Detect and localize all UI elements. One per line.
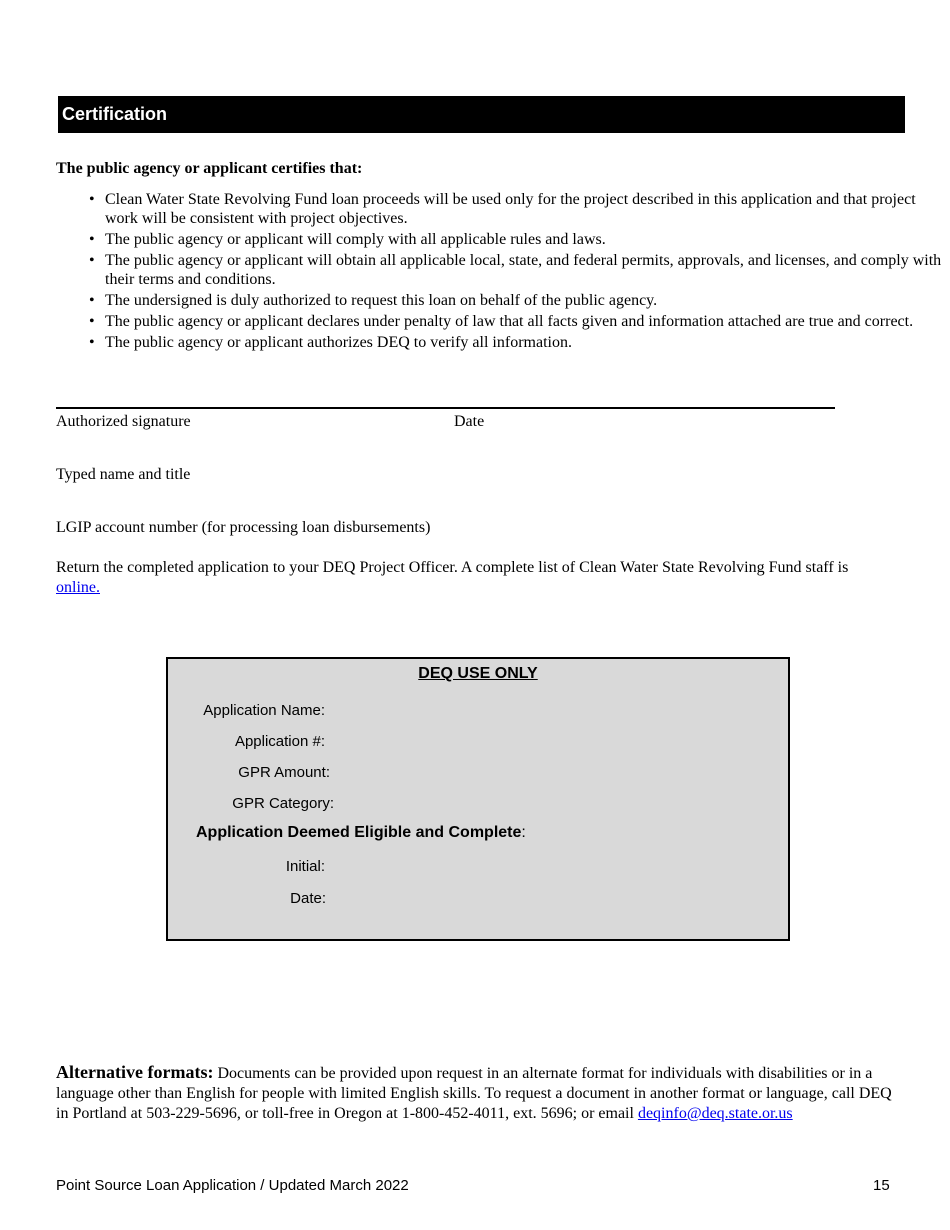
eligible-colon: : [521,824,526,841]
lgip-account-label: LGIP account number (for processing loan disbursements) [56,519,431,536]
initial-label: Initial: [285,858,325,875]
certification-item: • The undersigned is duly authorized to request this loan on behalf of the public agency. [105,291,945,310]
page-number: 15 [873,1177,890,1194]
certification-item: • The public agency or applicant will obtain all applicable local, state, and federal permits, approvals, and licenses, and comply with their terms and conditions. [105,251,945,289]
certification-item: • The public agency or applicant will comply with all applicable rules and laws. [105,230,945,249]
return-note-text: Return the completed application to your DEQ Project Officer. A complete list of Clean Water State Revolving Fund staff is [56,559,849,576]
deq-box-title: DEQ USE ONLY [418,665,538,682]
certification-item: • The public agency or applicant authorizes DEQ to verify all information. [105,333,945,352]
section-title: Certification [62,104,168,124]
section-header-certification [58,96,905,133]
certification-item: • The public agency or applicant declares under penalty of law that all facts given and information attached are true and correct. [105,312,945,331]
certification-list [56,190,945,354]
return-note [56,558,876,598]
deq-use-only-box [166,657,790,941]
alt-formats-text: Documents can be provided upon request in an alternate format for individuals with disabilities or in a language other than English for people with limited English skills. To request a document in another format or language, call DEQ in Portland at 503-229-5696, or toll-free in Oregon at 1-800-452-4011, ext. 5696; or email [56,1065,892,1122]
date-label: Date [454,413,485,430]
eligible-complete-label [196,824,526,842]
typed-name-label: Typed name and title [56,466,191,483]
deq-email-link[interactable]: deqinfo@deq.state.or.us [637,1105,793,1122]
signature-line[interactable] [56,407,835,409]
alternative-formats-notice [56,1062,896,1124]
deq-date-label: Date: [290,890,326,907]
staff-list-link[interactable]: online. [56,579,100,596]
certification-item: • Clean Water State Revolving Fund loan proceeds will be used only for the project described in this application and that project work will be consistent with project objectives. [105,190,945,228]
alt-formats-lead: Alternative formats: [56,1062,214,1082]
eligible-complete-text: Application Deemed Eligible and Complete [196,824,522,841]
footer-document-title: Point Source Loan Application / Updated March 2022 [56,1177,409,1194]
application-name-label: Application Name: [203,702,325,719]
gpr-category-label: GPR Category: [232,795,334,812]
certification-intro: The public agency or applicant certifies that: [56,160,363,177]
gpr-amount-label: GPR Amount: [238,764,330,781]
application-number-label: Application #: [234,733,325,750]
authorized-signature-label: Authorized signature [56,413,191,430]
